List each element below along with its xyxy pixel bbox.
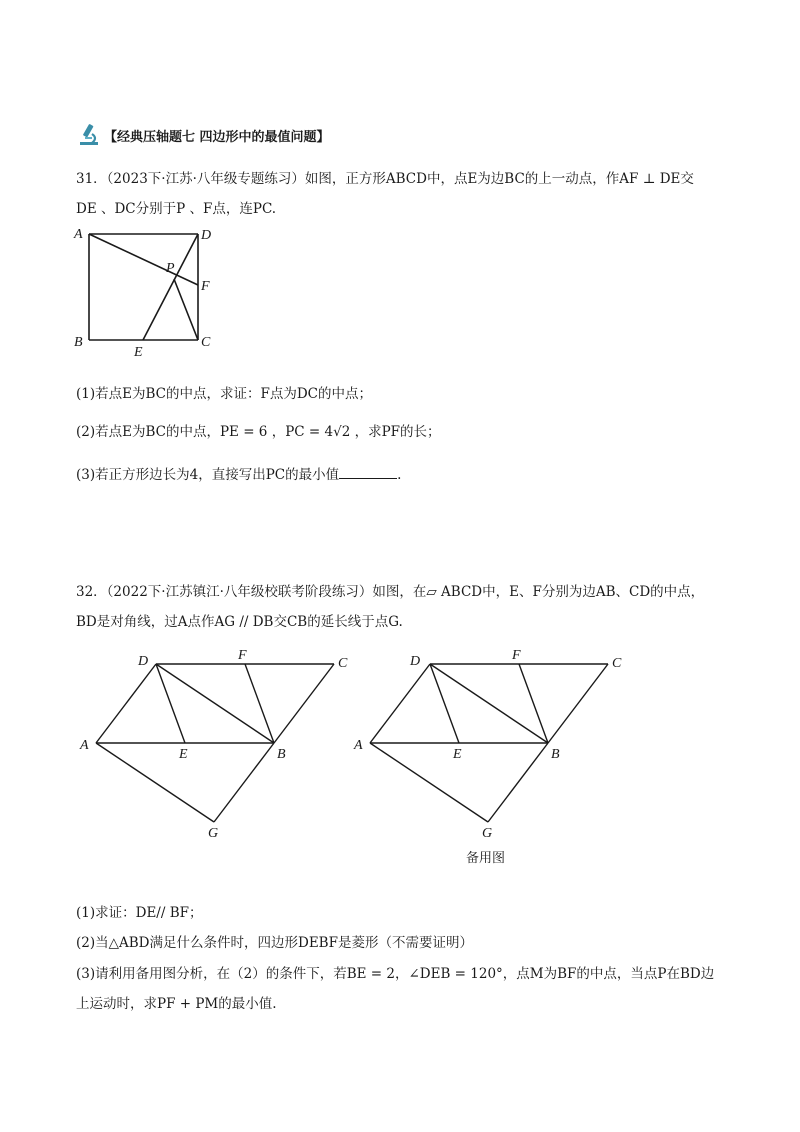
label-c: C (612, 656, 622, 671)
label-d: D (138, 654, 149, 669)
segment-bd (430, 664, 548, 743)
edge-bc (548, 664, 608, 743)
segment-bg (214, 743, 274, 822)
segment-ag (96, 743, 214, 822)
microscope-icon (76, 122, 102, 148)
label-d: D (410, 654, 421, 669)
section-title: 【经典压轴题七 四边形中的最值问题】 (104, 129, 330, 145)
q31-line2: DE 、DC分别于P 、F点，连PC. (76, 201, 277, 217)
label-b: B (277, 747, 286, 762)
q32-part3-line2: 上运动时，求PF + PM的最小值. (76, 996, 277, 1012)
segment-bf (519, 664, 548, 743)
segment-bd (156, 664, 274, 743)
label-a: A (74, 227, 83, 242)
label-g: G (482, 826, 493, 841)
segment-de (430, 664, 459, 743)
segment-de (143, 234, 198, 340)
label-g: G (208, 826, 219, 841)
label-e: E (453, 747, 462, 762)
segment-bf (245, 664, 274, 743)
edge-ad (370, 664, 430, 743)
label-b: B (551, 747, 560, 762)
q32-line2: BD是对角线，过A点作AG // DB交CB的延长线于点G. (76, 614, 403, 630)
q32-part2: (2)当△ABD满足什么条件时，四边形DEBF是菱形（不需要证明） (76, 935, 473, 951)
backup-figure-caption: 备用图 (466, 851, 506, 866)
q32-parallelogram-figure (76, 645, 366, 845)
segment-pc (174, 279, 198, 340)
segment-bg (488, 743, 548, 822)
q32-part3-line1: (3)请利用备用图分析，在（2）的条件下，若BE = 2，∠DEB = 120°，点M为BF的中点，当点P在BD边 (76, 966, 715, 982)
label-p: P (166, 261, 175, 276)
q31-part2: (2)若点E为BC的中点，PE = 6 ，PC = 4√2 ，求PF的长； (76, 424, 441, 440)
q32-backup-figure (350, 645, 640, 870)
label-b: B (74, 335, 83, 350)
label-a: A (80, 738, 89, 753)
q31-square-figure (70, 222, 220, 362)
label-e: E (134, 345, 143, 360)
label-e: E (179, 747, 188, 762)
label-c: C (201, 335, 211, 350)
segment-ag (370, 743, 488, 822)
segment-af (89, 234, 198, 285)
section-heading (76, 122, 330, 148)
q31-part3 (76, 465, 401, 485)
label-a: A (354, 738, 363, 753)
segment-de (156, 664, 185, 743)
q31-part1: (1)若点E为BC的中点，求证：F点为DC的中点； (76, 386, 372, 402)
q31-part3-end: . (397, 467, 402, 483)
q32-part1: (1)求证：DE// BF； (76, 905, 203, 921)
label-f: F (512, 648, 521, 663)
edge-ad (96, 664, 156, 743)
label-f: F (201, 279, 210, 294)
q32-line1: 32．（2022下·江苏镇江·八年级校联考阶段练习）如图，在▱ ABCD中，E、F分别为边AB、CD的中点， (76, 584, 705, 600)
answer-blank (339, 465, 397, 479)
q31-line1: 31．（2023下·江苏·八年级专题练习）如图，正方形ABCD中，点E为边BC的上一动点，作AF ⊥ DE交 (76, 171, 694, 187)
q31-part3-text: (3)若正方形边长为4，直接写出PC的最小值 (76, 467, 340, 483)
label-c: C (338, 656, 348, 671)
label-d: D (201, 228, 212, 243)
edge-bc (274, 664, 334, 743)
label-f: F (238, 648, 247, 663)
